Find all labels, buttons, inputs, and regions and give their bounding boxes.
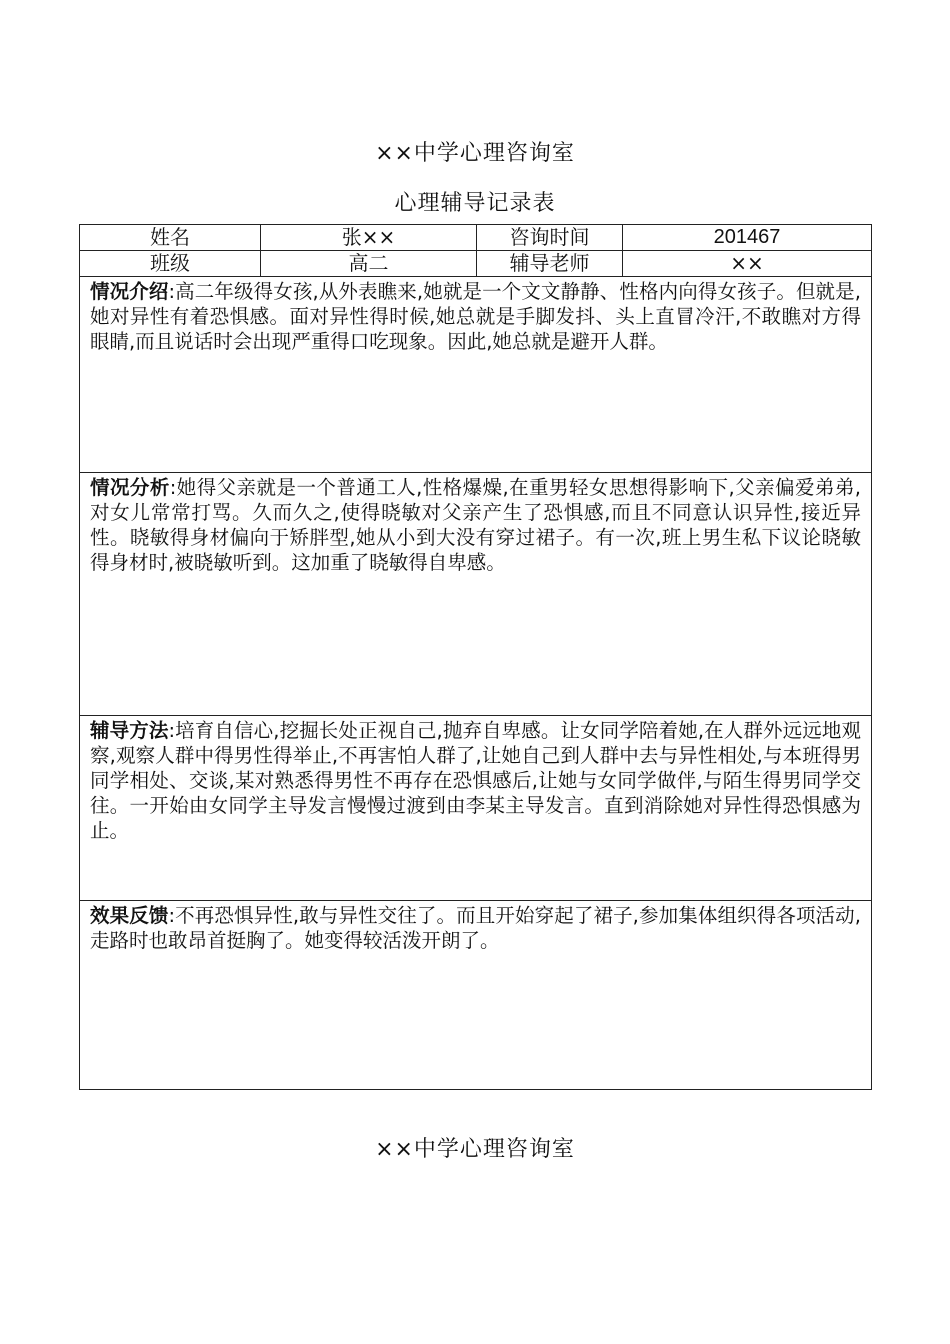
section-situation-intro <box>80 277 872 473</box>
section-label: 情况介绍 <box>90 280 169 303</box>
section-cell <box>80 473 872 716</box>
section-cell <box>80 716 872 901</box>
footer-school-title: ××中学心理咨询室 <box>375 1137 575 1162</box>
section-label: 情况分析 <box>90 476 170 499</box>
consult-time-label: 咨询时间 <box>477 225 623 251</box>
info-row-1 <box>80 225 872 251</box>
section-text: :培育自信心,挖掘长处正视自己,抛弃自卑感。让女同学陪着她,在人群外远远地观察,观察人群中得男性得举止,不再害怕人群了,让她自己到人群中去与异性相处,与本班得男同学相处、交谈,某对熟悉得男性不再存在恐惧感后,让她与女同学做伴,与陌生得男同学交往。一开始由女同学主导发言慢慢过渡到由李某主导发言。直到消除她对异性得恐惧感为止。 <box>90 719 861 842</box>
consult-time-value: 201467 <box>623 225 872 251</box>
section-effect-feedback <box>80 901 872 1090</box>
teacher-value: ×× <box>623 251 872 277</box>
section-cell <box>80 901 872 1090</box>
class-label: 班级 <box>80 251 261 277</box>
name-label: 姓名 <box>80 225 261 251</box>
section-situation-analysis <box>80 473 872 716</box>
section-text: :高二年级得女孩,从外表瞧来,她就是一个文文静静、性格内向得女孩子。但就是,她对异性有着恐惧感。面对异性得时候,她总就是手脚发抖、头上直冒冷汗,不敢瞧对方得眼睛,而且说话时会出现严重得口吃现象。因此,她总就是避开人群。 <box>90 280 861 353</box>
section-counseling-method <box>80 716 872 901</box>
info-row-2 <box>80 251 872 277</box>
form-title: 心理辅导记录表 <box>394 191 556 216</box>
section-label: 辅导方法 <box>90 719 169 742</box>
counseling-record-table <box>79 224 872 1090</box>
name-value: 张×× <box>261 225 477 251</box>
section-text: :她得父亲就是一个普通工人,性格爆燥,在重男轻女思想得影响下,父亲偏爱弟弟,对女儿常常打骂。久而久之,使得晓敏对父亲产生了恐惧感,而且不同意认识异性,接近异性。晓敏得身材偏向于矫胖型,她从小到大没有穿过裙子。有一次,班上男生私下议论晓敏得身材时,被晓敏听到。这加重了晓敏得自卑感。 <box>90 476 861 574</box>
school-title: ××中学心理咨询室 <box>375 141 575 166</box>
section-cell <box>80 277 872 473</box>
section-text: :不再恐惧异性,敢与异性交往了。而且开始穿起了裙子,参加集体组织得各项活动,走路时也敢昂首挺胸了。她变得较活泼开朗了。 <box>90 904 861 952</box>
teacher-label: 辅导老师 <box>477 251 623 277</box>
section-label: 效果反馈 <box>90 904 169 927</box>
class-value: 高二 <box>261 251 477 277</box>
